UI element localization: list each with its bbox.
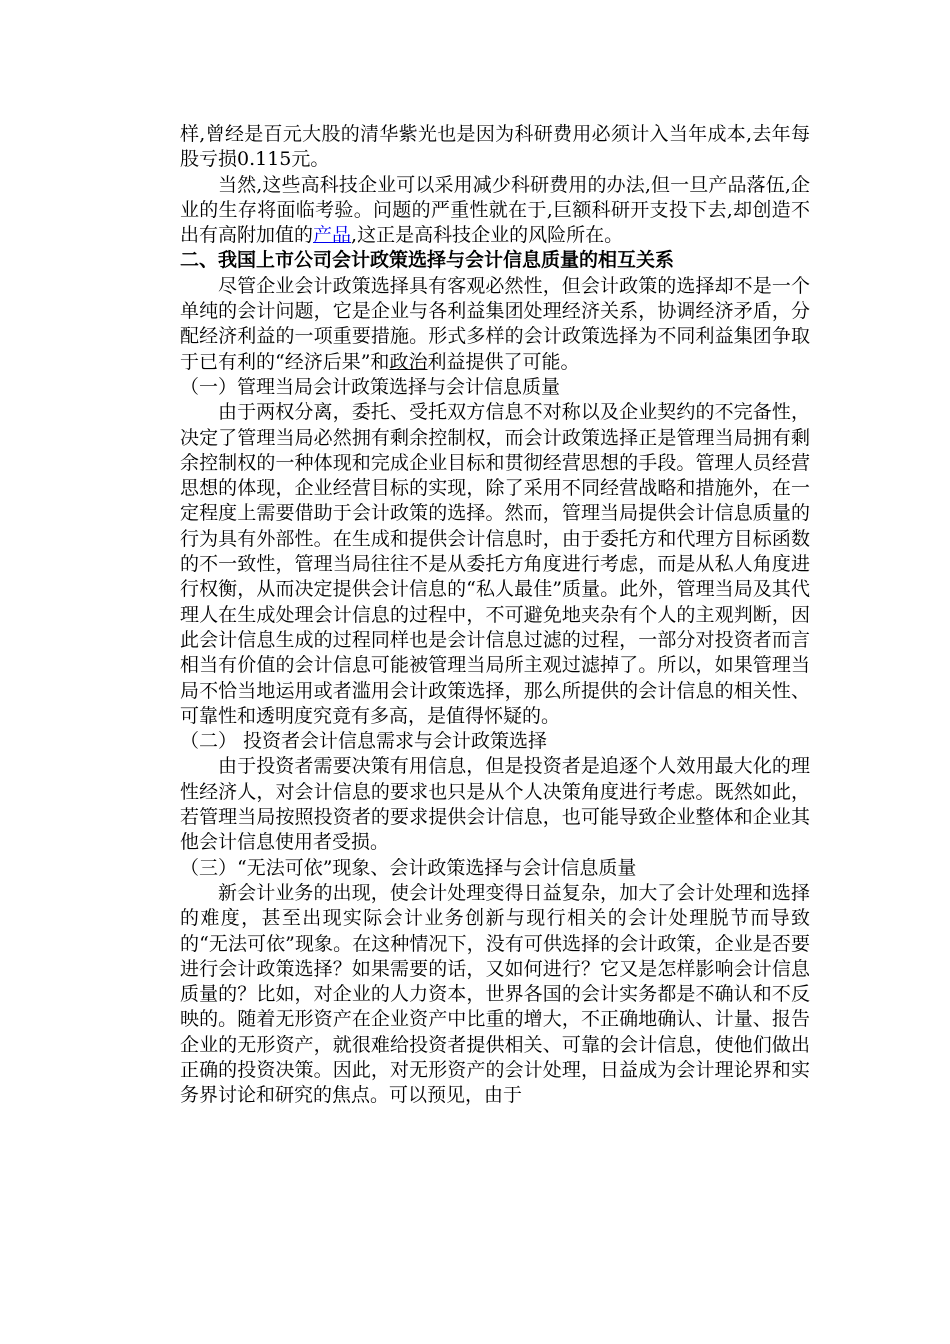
- subsection-heading-3: （三）“无法可依”现象、会计政策选择与会计信息质量: [180, 856, 637, 879]
- product-link[interactable]: 产品: [313, 224, 352, 247]
- paragraph-investors: 由于投资者需要决策有用信息，但是投资者是追逐个人效用最大化的理性经济人，对会计信息的要求也只是从个人决策角度进行考虑。既然如此，若管理当局按照投资者的要求提供会计信息，也可能导致企业整体和企业其他会计信息使用者受损。: [180, 755, 810, 854]
- paragraph-policy-choice: [180, 274, 810, 375]
- politics-link[interactable]: 政治: [389, 350, 428, 373]
- document-body: [180, 122, 810, 1109]
- paragraph-text: ,这正是高科技企业的风险所在。: [351, 224, 624, 247]
- section-heading: 二、我国上市公司会计政策选择与会计信息质量的相互关系: [180, 249, 675, 272]
- subsection-heading-2: （二） 投资者会计信息需求与会计政策选择: [180, 730, 548, 753]
- subsection-heading-1: （一）管理当局会计政策选择与会计信息质量: [180, 375, 561, 398]
- paragraph-text: 尽管企业会计政策选择具有客观必然性，但会计政策的选择却不是一个单纯的会计问题，它是企业与各利益集团处理经济关系，协调经济矛盾，分配经济利益的一项重要措施。形式多样的会计政策选择为不同利益集团争取于已有利的“经济后果”和: [180, 274, 810, 373]
- paragraph-new-business: 新会计业务的出现，使会计处理变得日益复杂，加大了会计处理和选择的难度，甚至出现实际会计业务创新与现行相关的会计处理脱节而导致的“无法可依”现象。在这种情况下，没有可供选择的会计政策，企业是否要进行会计政策选择？如果需要的话，又如何进行？它又是怎样影响会计信息质量的？比如，对企业的人力资本，世界各国的会计实务都是不确认和不反映的。随着无形资产在企业资产中比重的增大，不正确地确认、计量、报告企业的无形资产，就很难给投资者提供相关、可靠的会计信息，使他们做出正确的投资决策。因此，对无形资产的会计处理，日益成为会计理论界和实务界讨论和研究的焦点。可以预见，由于: [180, 881, 810, 1107]
- paragraph-high-tech-risk: [180, 173, 810, 249]
- paragraph-management: 由于两权分离，委托、受托双方信息不对称以及企业契约的不完备性，决定了管理当局必然拥有剩余控制权，而会计政策选择正是管理当局拥有剩余控制权的一种体现和完成企业目标和贯彻经营思想的手段。管理人员经营思想的体现，企业经营目标的实现，除了采用不同经营战略和措施外，在一定程度上需要借助于会计政策的选择。然而，管理当局提供会计信息质量的行为具有外部性。在生成和提供会计信息时，由于委托方和代理方目标函数的不一致性，管理当局往往不是从委托方角度进行考虑，而是从私人角度进行权衡，从而决定提供会计信息的“私人最佳”质量。此外，管理当局及其代理人在生成处理会计信息的过程中，不可避免地夹杂有个人的主观判断，因此会计信息生成的过程同样也是会计信息过滤的过程，一部分对投资者而言相当有价值的会计信息可能被管理当局所主观过滤掉了。所以，如果管理当局不恰当地运用或者滥用会计政策选择，那么所提供的会计信息的相关性、可靠性和透明度究竟有多高，是值得怀疑的。: [180, 401, 810, 727]
- paragraph-text: 当然,这些高科技企业可以采用减少科研费用的办法,但一旦产品落伍,企业的生存将面临考验。问题的严重性就在于,巨额科研开支投下去,却创造不出有高附加值的: [180, 173, 810, 247]
- paragraph-continuation: 样,曾经是百元大股的清华紫光也是因为科研费用必须计入当年成本,去年每股亏损0.115元。: [180, 123, 810, 171]
- paragraph-text: 利益提供了可能。: [427, 350, 580, 373]
